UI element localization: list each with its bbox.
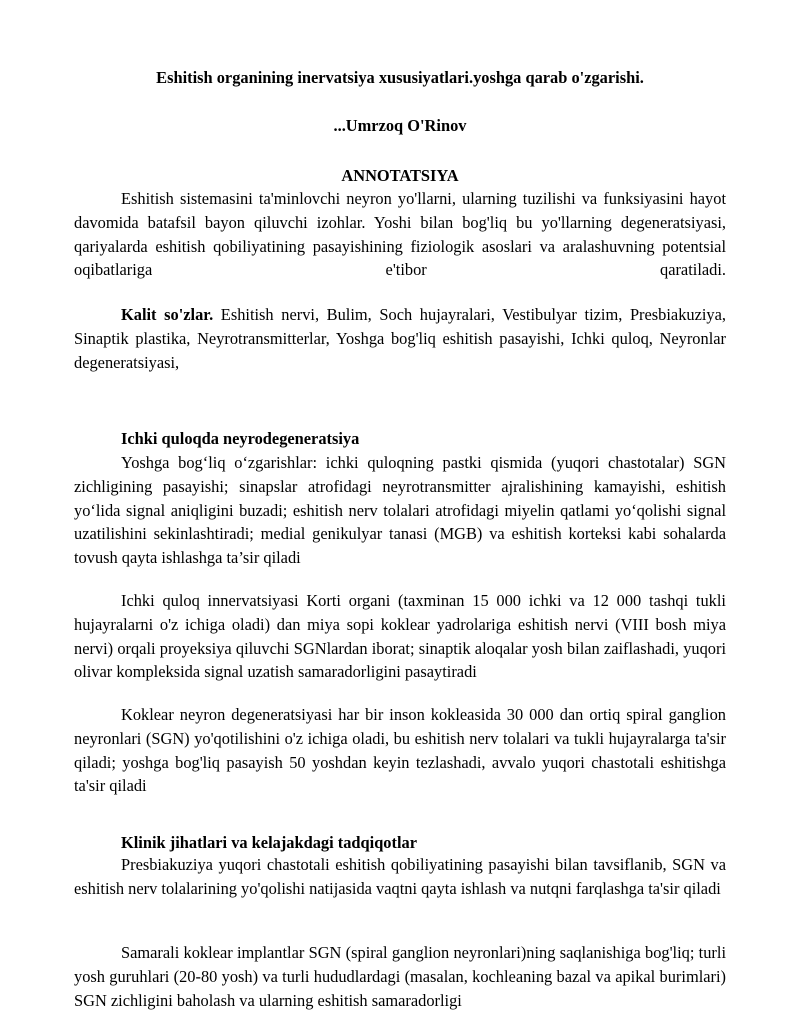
section-heading-clinical: Klinik jihatlari va kelajakdagi tadqiqotlar xyxy=(121,833,417,852)
keywords-list: Eshitish nervi, Bulim, Soch hujayralari, Vestibulyar tizim, Presbiakuziya, Sinaptik plastika, Neyrotransmitterlar, Yoshga bog'liq eshitish pasayishi, Ichki quloq, Neyronlar degeneratsiyasi, xyxy=(74,305,726,372)
section-heading-neurodegeneration: Ichki quloqda neyrodegeneratsiya xyxy=(121,429,360,448)
section2-paragraph-1: Presbiakuziya yuqori chastotali eshitish qobiliyatining pasayishi bilan tavsiflanib, SGN va eshitish nerv tolalarining yo'qolishi natijasida vaqtni qayta ishlash va nutqni farqlashga ta'sir qiladi xyxy=(74,855,726,898)
section1-paragraph-1: Yoshga bog‘liq o‘zgarishlar: ichki quloqning pastki qismida (yuqori chastotalar) SGN zichligining pasayishi; sinapslar atrofidagi neyrotransmitter ajralishining kamayishi, eshitish yo‘lida signal aniqligini buzadi; eshitish nerv tolalari atrofidagi miyelin qatlami yo‘qolishi signal uzatilishini sekinlashtiradi; medial genikulyar tanasi (MGB) va eshitish korteksi kabi sohalarda tovush qayta ishlashga ta’sir qiladi xyxy=(74,453,726,568)
paper-title: Eshitish organining inervatsiya xususiyatlari.yoshga qarab o'zgarishi. xyxy=(156,68,644,87)
annotation-paragraph: Eshitish sistemasini ta'minlovchi neyron yo'llarni, ularning tuzilishi va funksiyasini hayot davomida batafsil bayon qiluvchi izohlar. Yoshi bilan bog'liq bu yo'llarning degeneratsiyasi, qariyalarda eshitish qobiliyatining pasayishining fiziologik asoslari va aralashuvning potentsial oqibatlariga e'tibor qaratiladi. xyxy=(74,189,726,280)
section2-paragraph-2: Samarali koklear implantlar SGN (spiral ganglion neyronlari)ning saqlanishiga bog'liq; turli yosh guruhlari (20-80 yosh) va turli hududlardagi (masalan, kochleaning bazal va apikal burimlari) SGN zichligini baholash va ularning eshitish samaradorligi xyxy=(74,943,726,1010)
author-name: ...Umrzoq O'Rinov xyxy=(333,116,467,135)
annotation-heading: ANNOTATSIYA xyxy=(341,166,459,185)
section1-paragraph-2: Ichki quloq innervatsiyasi Korti organi (taxminan 15 000 ichki va 12 000 tashqi tukli hujayralarni o'z ichiga oladi) dan miya sopi koklear yadrolariga eshitish nervi (VIII bosh miya nervi) orqali proyeksiya qiluvchi SGNlardan iborat; sinaptik aloqalar yosh bilan zaiflashadi, yuqori olivar kompleksida signal uzatish samaradorligini pasaytiradi xyxy=(74,591,726,682)
keywords-paragraph xyxy=(74,303,726,374)
keywords-label: Kalit so'zlar. xyxy=(121,305,214,324)
section1-paragraph-3: Koklear neyron degeneratsiyasi har bir inson kokleasida 30 000 dan ortiq spiral ganglion neyronlari (SGN) yo'qotilishini o'z ichiga oladi, bu eshitish nerv tolalari va tukli hujayralarga ta'sir qiladi; yoshga bog'liq pasayish 50 yoshdan keyin tezlashadi, avvalo yuqori chastotali eshitishga ta'sir qiladi xyxy=(74,705,726,796)
